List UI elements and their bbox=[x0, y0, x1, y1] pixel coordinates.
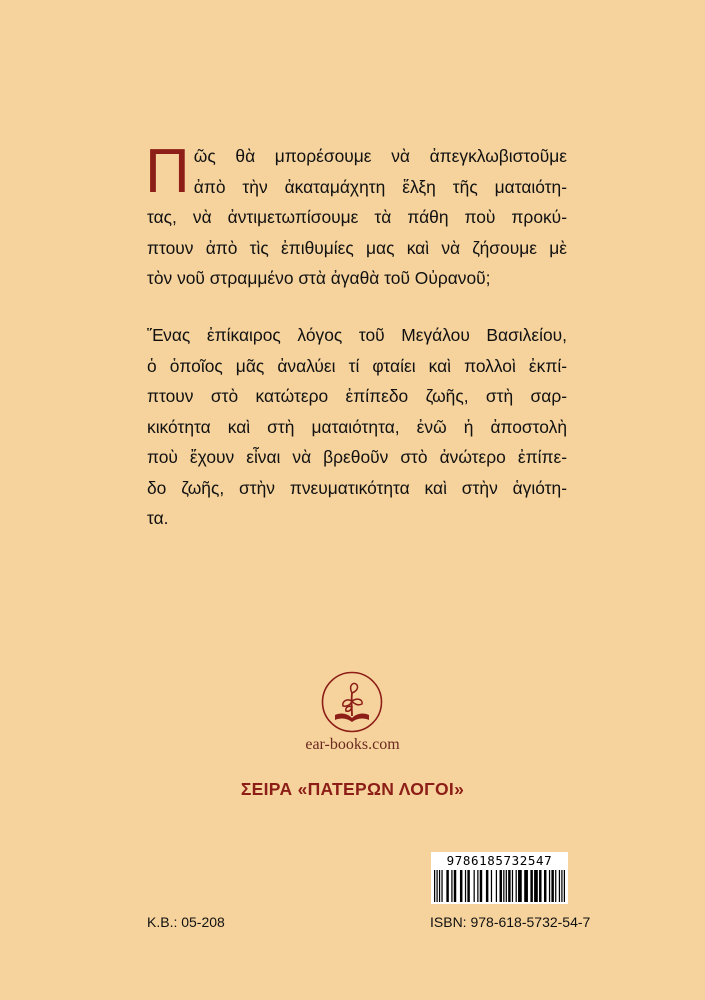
barcode-bar bbox=[551, 870, 553, 902]
barcode-bar bbox=[465, 870, 466, 902]
barcode-bar bbox=[564, 870, 565, 902]
barcode-bars bbox=[434, 870, 565, 902]
series-title: ΣΕΙΡΑ «ΠΑΤΕΡΩΝ ΛΟΓΟΙ» bbox=[240, 779, 465, 799]
barcode-bar bbox=[454, 870, 456, 902]
barcode-bar bbox=[434, 870, 435, 902]
text-line: ποὺ ἔχουν εἶναι νὰ βρεθοῦν στὸ ἀνώτερο ἐπίπε- bbox=[147, 447, 567, 467]
barcode-bar bbox=[512, 870, 513, 902]
barcode-bar bbox=[460, 870, 462, 902]
barcode-bar bbox=[518, 870, 522, 902]
barcode-digits: 9786185732547 bbox=[446, 853, 553, 868]
barcode-bar bbox=[446, 870, 448, 902]
barcode-bar bbox=[544, 870, 546, 902]
barcode-bar bbox=[508, 870, 510, 902]
barcode-bar bbox=[486, 870, 488, 902]
text-line: τὸν νοῦ στραμμένο στὰ ἀγαθὰ τοῦ Οὐρανοῦ; bbox=[147, 268, 491, 288]
barcode-bar bbox=[534, 870, 538, 902]
tree-book-icon bbox=[321, 671, 383, 733]
barcode-bar bbox=[441, 870, 442, 902]
drop-cap: Π bbox=[145, 137, 190, 206]
publisher-website[interactable]: ear-books.com bbox=[305, 736, 400, 753]
barcode-bar bbox=[555, 870, 556, 902]
barcode-bar bbox=[500, 870, 502, 902]
barcode-bar bbox=[561, 870, 562, 902]
barcode-bar bbox=[496, 870, 497, 902]
barcode-bar bbox=[474, 870, 475, 902]
barcode-bar bbox=[477, 870, 478, 902]
description-paragraph bbox=[147, 320, 567, 534]
text-line: πτουν στὸ κατώτερο ἐπίπεδο ζωῆς, στὴ σαρ- bbox=[147, 386, 567, 406]
text-line: ὁ ὁποῖος μᾶς ἀναλύει τί φταίει καὶ πολλοὶ ἐκπί- bbox=[147, 355, 567, 376]
barcode-bar bbox=[491, 870, 492, 902]
barcode-bar bbox=[503, 870, 504, 902]
barcode-bar bbox=[516, 870, 517, 902]
isbn-barcode bbox=[431, 852, 568, 904]
isbn-number: ISBN: 978-618-5732-54-7 bbox=[430, 914, 591, 930]
barcode-bar bbox=[549, 870, 550, 902]
barcode-bar bbox=[480, 870, 482, 902]
text-line: ἀπὸ τὴν ἀκαταμάχητη ἕλξη τῆς ματαιότη- bbox=[193, 176, 567, 197]
text-line: τα. bbox=[147, 508, 169, 528]
barcode-bar bbox=[524, 870, 528, 902]
barcode-bar bbox=[467, 870, 469, 902]
barcode-bar bbox=[530, 870, 532, 902]
barcode-bar bbox=[439, 870, 440, 902]
barcode-bar bbox=[506, 870, 507, 902]
barcode-bar bbox=[451, 870, 452, 902]
text-line: κικότητα καὶ στὴ ματαιότητα, ἐνῶ ἡ ἀποστολὴ bbox=[147, 416, 567, 437]
barcode-bar bbox=[436, 870, 437, 902]
barcode-bar bbox=[539, 870, 541, 902]
text-line: ῶς θὰ μπορέσουμε νὰ ἀπεγκλωβιστοῦμε bbox=[193, 146, 567, 166]
text-line: Ἕνας ἐπίκαιρος λόγος τοῦ Μεγάλου Βασιλείου, bbox=[147, 325, 567, 345]
text-line: τας, νὰ ἀντιμετωπίσουμε τὰ πάθη ποὺ προκύ- bbox=[147, 207, 567, 227]
intro-paragraph bbox=[145, 137, 567, 294]
kb-code: Κ.Β.: 05-208 bbox=[147, 914, 225, 930]
text-line: πτουν ἀπὸ τὶς ἐπιθυμίες μας καὶ νὰ ζήσουμε μὲ bbox=[147, 237, 567, 258]
barcode-bar bbox=[559, 870, 560, 902]
text-line: δο ζωῆς, στὴν πνευματικότητα καὶ στὴν ἁγιότη- bbox=[147, 477, 567, 498]
